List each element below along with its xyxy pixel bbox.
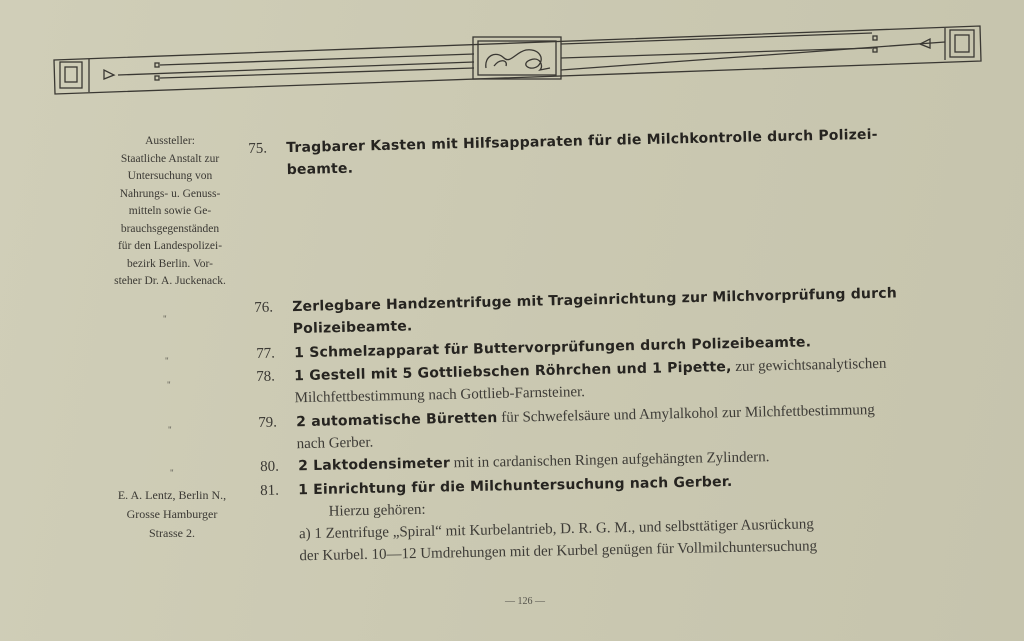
entry-text-plain: zur gewichtsanalytischen [731, 355, 887, 376]
entry-text: 1 Schmelzapparat für Buttervorprüfungen durch Polizeibeamte. [294, 334, 812, 362]
arrow-right-icon [104, 70, 114, 79]
exhibitor-line: Grosse Hamburger [126, 507, 218, 521]
ditto-mark: " [167, 380, 171, 390]
exhibitor-line: Untersuchung von [127, 170, 213, 182]
exhibitor-line: steher Dr. A. Juckenack. [114, 275, 226, 287]
entry-text-plain: a) 1 Zentrifuge „Spiral“ mit Kurbelantrieb, D. R. G. M., und selbsttätiger Ausrückung [298, 516, 814, 543]
entry-text: Polizeibeamte. [292, 318, 413, 338]
ditto-mark: " [168, 425, 172, 435]
entry-text-plain: Hierzu gehören: [328, 501, 426, 520]
entry-number: 78. [256, 368, 276, 385]
entry-text-plain: mit in cardanischen Ringen aufgehängten Zylindern. [449, 449, 770, 472]
entry-81 [260, 466, 982, 568]
corner-square-right-icon [950, 30, 974, 57]
exhibitor-line: Strasse 2. [149, 526, 195, 540]
entry-text-plain: Milchfettbestimmung nach Gottlieb-Farnsteiner. [294, 384, 586, 407]
entry-text-plain: für Schwefelsäure und Amylalkohol zur Milchfettbestimmung [497, 402, 876, 426]
entry-text: Zerlegbare Handzentrifuge mit Trageinrichtung zur Milchvorprüfung durch [292, 285, 898, 316]
exhibitor-line: E. A. Lentz, Berlin N., [117, 488, 227, 502]
entry-text: Tragbarer Kasten mit Hilfsapparaten für die Milchkontrolle durch Polizei- [286, 126, 878, 157]
exhibitor-line: Aussteller: [145, 135, 195, 147]
exhibitor-line: brauchsgegenständen [120, 222, 220, 235]
entry-text: 2 automatische Büretten [296, 409, 498, 431]
entry-number: 80. [260, 458, 280, 475]
ditto-mark: " [170, 468, 174, 478]
page-number: — 126 — [505, 596, 545, 607]
entry-number: 79. [258, 414, 278, 431]
entry-number: 75. [248, 140, 268, 157]
exhibitor-line: für den Landespolizei- [117, 240, 223, 252]
exhibitor-line: bezirk Berlin. Vor- [127, 257, 213, 270]
entry-75 [248, 122, 969, 182]
entry-number: 77. [256, 345, 276, 362]
entry-number: 81. [260, 482, 280, 499]
exhibitor-line: Staatliche Anstalt zur [120, 152, 220, 165]
ditto-mark: " [165, 356, 169, 366]
corner-square-left-icon [60, 62, 82, 88]
exhibitor-block-lentz [82, 486, 262, 543]
entry-text: beamte. [286, 160, 354, 179]
entry-number: 76. [254, 299, 274, 316]
ditto-mark: " [163, 314, 167, 324]
exhibitor-line: Nahrungs- u. Genuss- [119, 187, 221, 200]
entry-text-plain: nach Gerber. [296, 434, 374, 453]
ornamental-banner [0, 0, 1024, 110]
entry-text: 2 Laktodensimeter [298, 455, 451, 475]
exhibitor-block-state-institute [80, 133, 260, 291]
entry-text: 1 Gestell mit 5 Gottliebschen Röhrchen und 1 Pipette, [294, 359, 732, 385]
entry-text: 1 Einrichtung für die Milchuntersuchung nach Gerber. [298, 473, 733, 499]
exhibitor-line: mitteln sowie Ge- [128, 205, 212, 217]
entry-text-plain: der Kurbel. 10—12 Umdrehungen mit der Kurbel genügen für Vollmilchuntersuchung [299, 538, 818, 565]
